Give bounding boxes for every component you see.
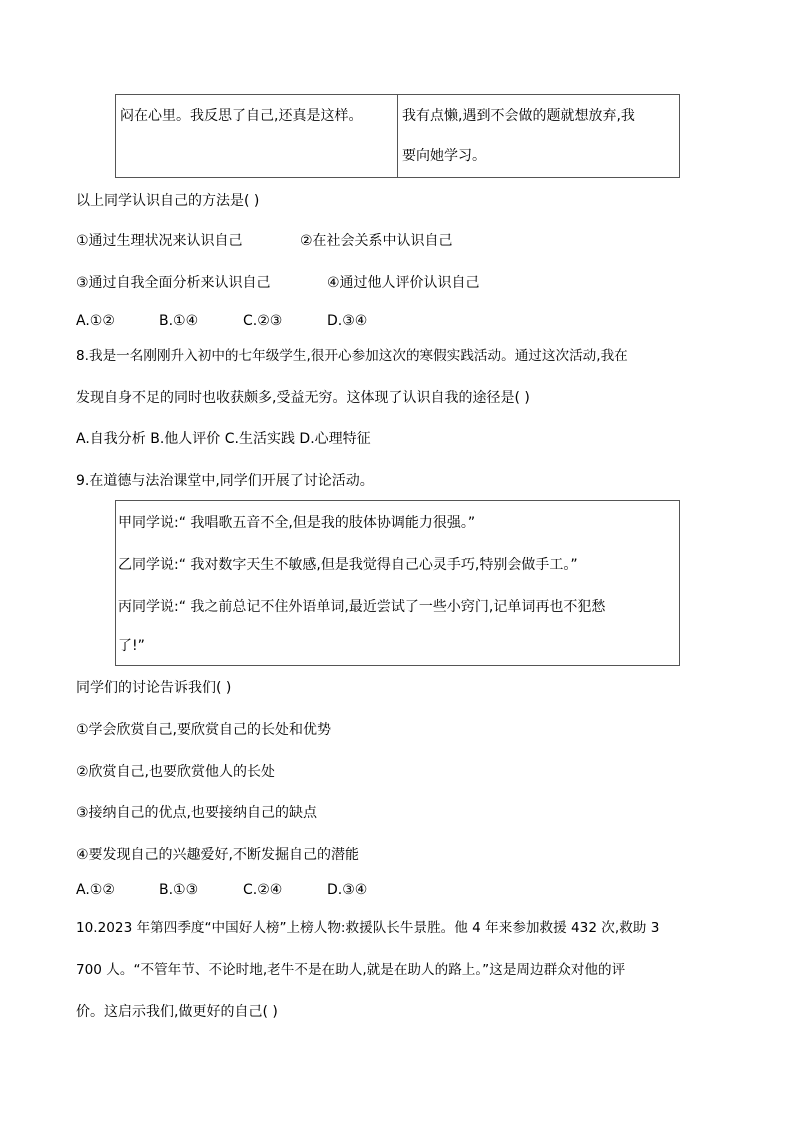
table-left-cell: 闷在心里。我反思了自己,还真是这样。 <box>120 108 363 124</box>
q10-line-2: 700 人。“不管年节、不论时地,老牛不是在助人,就是在助人的路上。”这是周边群众对他的评 <box>76 962 626 978</box>
q9-option-c: C.②④ <box>243 882 283 898</box>
q9-statement-4: ④要发现自己的兴趣爱好,不断发掘自己的潜能 <box>76 847 359 863</box>
q9-statement-1: ①学会欣赏自己,要欣赏自己的长处和优势 <box>76 722 331 738</box>
q7-option-a: A.①② <box>76 313 115 329</box>
q9-box-line-1: 甲同学说:“ 我唱歌五音不全,但是我的肢体协调能力很强。” <box>118 515 476 531</box>
q9-box-line-4: 了!” <box>118 638 145 654</box>
q7-option-b: B.①④ <box>159 313 199 329</box>
top-table <box>115 94 680 178</box>
q7-option-d: D.③④ <box>327 313 368 329</box>
q9-box-line-3: 丙同学说:“ 我之前总记不住外语单词,最近尝试了一些小窍门,记单词再也不犯愁 <box>118 599 606 615</box>
q7-statement-1: ①通过生理状况来认识自己 <box>76 233 243 249</box>
q7-stem: 以上同学认识自己的方法是( ) <box>76 193 260 209</box>
table-right-cell-line2: 要向她学习。 <box>402 148 486 164</box>
q7-option-c: C.②③ <box>243 313 283 329</box>
q9-option-d: D.③④ <box>327 882 368 898</box>
q8-options: A.自我分析 B.他人评价 C.生活实践 D.心理特征 <box>76 431 371 447</box>
table-right-cell-line1: 我有点懒,遇到不会做的题就想放弃,我 <box>402 108 635 124</box>
q7-statement-3: ③通过自我全面分析来认识自己 <box>76 275 271 291</box>
q9-option-a: A.①② <box>76 882 115 898</box>
q9-statement-3: ③接纳自己的优点,也要接纳自己的缺点 <box>76 805 317 821</box>
q8-line-2: 发现自身不足的同时也收获颇多,受益无穷。这体现了认识自我的途径是( ) <box>76 390 530 406</box>
q7-statement-2: ②在社会关系中认识自己 <box>300 233 453 249</box>
q10-line-1: 10.2023 年第四季度“中国好人榜”上榜人物:救援队长牛景胜。他 4 年来参加救援 432 次,救助 3 <box>76 920 660 936</box>
q8-line-1: 8.我是一名刚刚升入初中的七年级学生,很开心参加这次的寒假实践活动。通过这次活动,我在 <box>76 348 628 364</box>
q10-line-3: 价。这启示我们,做更好的自己( ) <box>76 1004 278 1020</box>
q9-question: 同学们的讨论告诉我们( ) <box>76 680 232 696</box>
q9-stem: 9.在道德与法治课堂中,同学们开展了讨论活动。 <box>76 473 374 489</box>
q9-option-b: B.①③ <box>159 882 199 898</box>
q7-statement-4: ④通过他人评价认识自己 <box>327 275 480 291</box>
q9-box-line-2: 乙同学说:“ 我对数字天生不敏感,但是我觉得自己心灵手巧,特别会做手工。” <box>118 557 578 573</box>
q9-statement-2: ②欣赏自己,也要欣赏他人的长处 <box>76 764 276 780</box>
